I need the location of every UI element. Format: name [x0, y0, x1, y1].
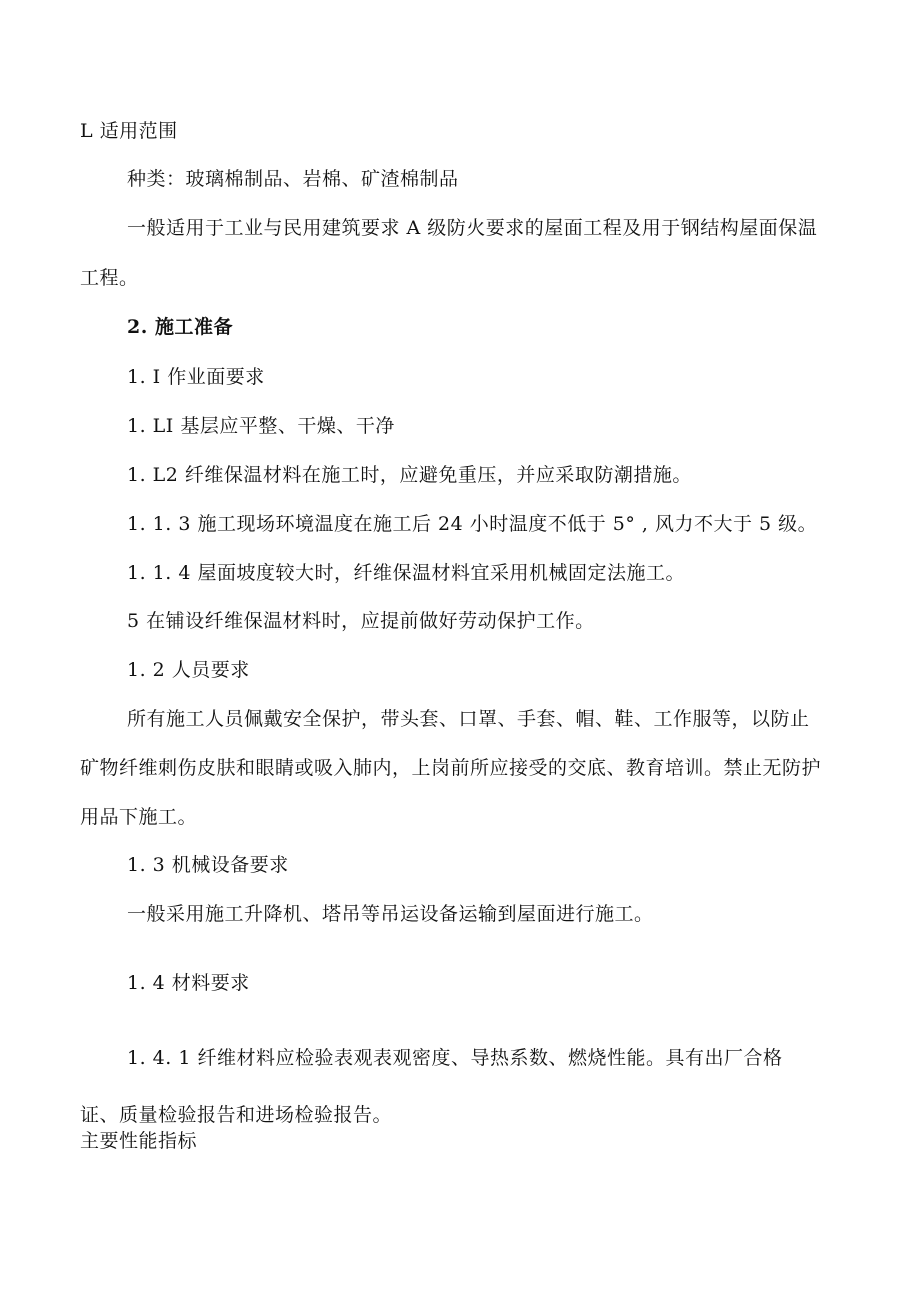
subsection-1-1-heading: 1. I 作业面要求 — [127, 366, 265, 388]
equipment-paragraph: 一般采用施工升降机、塔吊等吊运设备运输到屋面进行施工。 — [127, 903, 654, 925]
subsection-1-2-heading: 1. 2 人员要求 — [127, 659, 250, 681]
item-1-1-4: 1. 1. 4 屋面坡度较大时，纤维保温材料宜采用机械固定法施工。 — [127, 562, 685, 584]
section-1-heading: L 适用范围 — [80, 120, 178, 142]
item-5: 5 在铺设纤维保温材料时，应提前做好劳动保护工作。 — [127, 610, 595, 632]
personnel-paragraph-line-2: 矿物纤维刺伤皮肤和眼睛或吸入肺内，上岗前所应接受的交底、教育培训。禁止无防护 — [80, 757, 822, 779]
scope-paragraph-line-1: 一般适用于工业与民用建筑要求 A 级防火要求的屋面工程及用于钢结构屋面保温 — [127, 217, 818, 239]
material-paragraph-line-2: 证、质量检验报告和进场检验报告。 — [80, 1104, 393, 1126]
personnel-paragraph-line-3: 用品下施工。 — [80, 806, 198, 828]
section-2-heading: 2. 施工准备 — [127, 316, 233, 338]
personnel-paragraph-line-1: 所有施工人员佩戴安全保护，带头套、口罩、手套、帽、鞋、工作服等，以防止 — [127, 708, 810, 730]
item-1-1-3: 1. 1. 3 施工现场环境温度在施工后 24 小时温度不低于 5° , 风力不大于 5 级。 — [127, 513, 818, 535]
subsection-1-3-heading: 1. 3 机械设备要求 — [127, 854, 289, 876]
main-indicators-heading: 主要性能指标 — [80, 1130, 198, 1152]
item-1-1-2: 1. L2 纤维保温材料在施工时，应避免重压，并应采取防潮措施。 — [127, 464, 692, 486]
scope-paragraph-line-2: 工程。 — [80, 267, 139, 289]
subsection-1-4-heading: 1. 4 材料要求 — [127, 972, 250, 994]
item-1-1-1: 1. LI 基层应平整、干燥、干净 — [127, 415, 395, 437]
types-paragraph: 种类：玻璃棉制品、岩棉、矿渣棉制品 — [127, 168, 459, 190]
material-paragraph-line-1: 1. 4. 1 纤维材料应检验表观表观密度、导热系数、燃烧性能。具有出厂合格 — [127, 1047, 783, 1069]
